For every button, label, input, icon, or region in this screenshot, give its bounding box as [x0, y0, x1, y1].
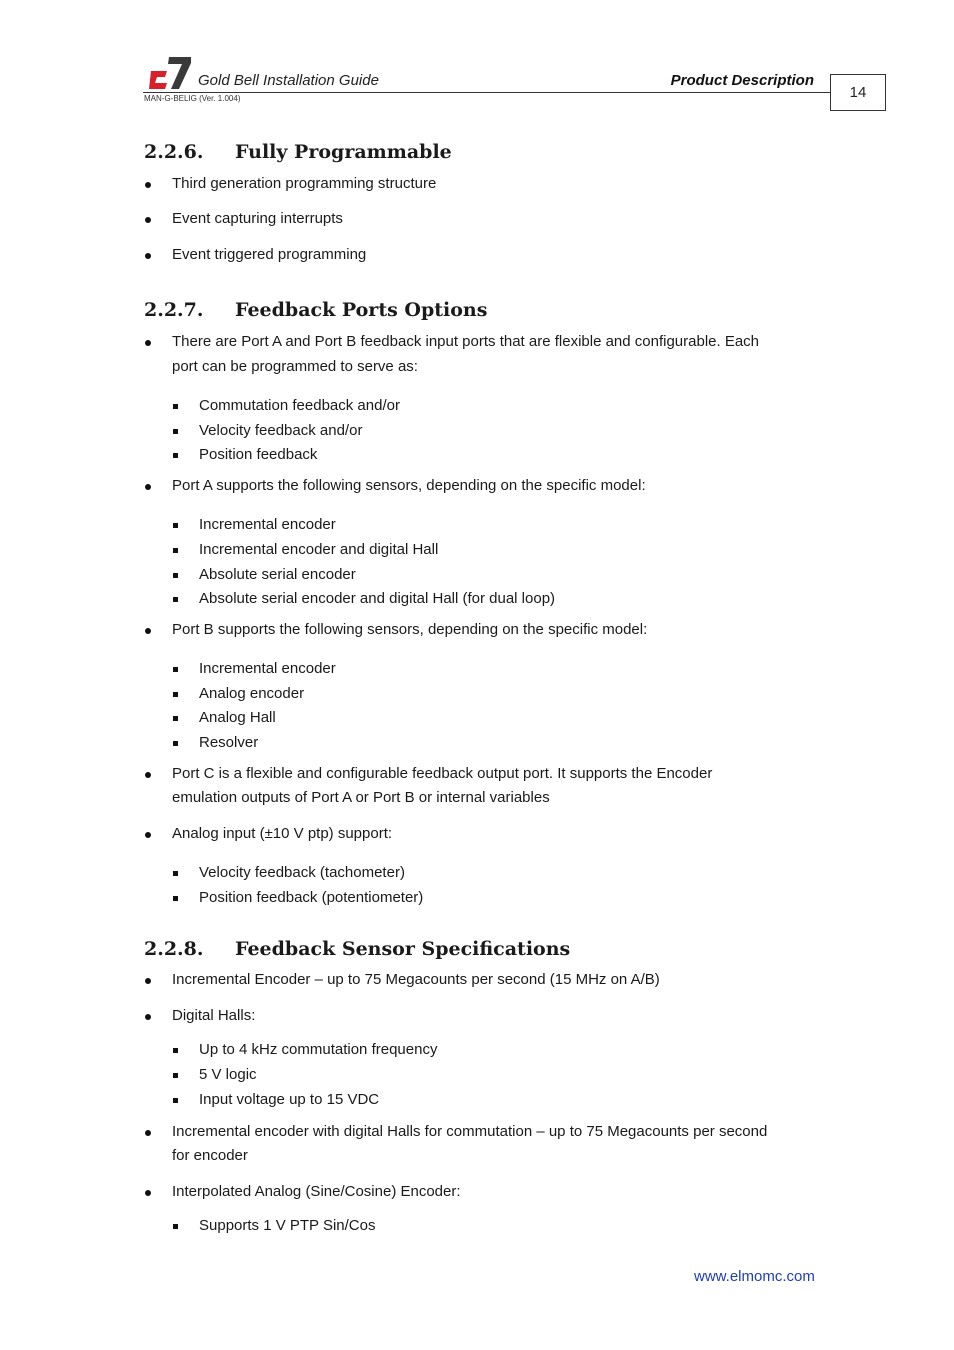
bullet-icon: [145, 182, 151, 188]
sub-list-item: Supports 1 V PTP Sin/Cos: [199, 1217, 376, 1234]
bullet-icon: [145, 628, 151, 634]
square-bullet-icon: [173, 896, 178, 901]
sub-list-item: Up to 4 kHz commutation frequency: [199, 1041, 438, 1058]
list-item: Port B supports the following sensors, depending on the specific model:: [172, 621, 648, 638]
section-title: Fully Programmable: [235, 141, 452, 163]
bullet-icon: [145, 1014, 151, 1020]
square-bullet-icon: [173, 523, 178, 528]
sub-list-item: Incremental encoder: [199, 660, 336, 677]
website-link[interactable]: www.elmomc.com: [694, 1268, 815, 1285]
square-bullet-icon: [173, 548, 178, 553]
list-item: Port C is a flexible and configurable feedback output port. It supports the Encoder: [172, 765, 713, 782]
sub-list-item: Velocity feedback (tachometer): [199, 864, 405, 881]
sub-list-item: Position feedback: [199, 446, 318, 463]
bullet-icon: [145, 832, 151, 838]
sub-list-item: Analog encoder: [199, 685, 305, 702]
bullet-icon: [145, 253, 151, 259]
sub-list-item: Absolute serial encoder and digital Hall (for dual loop): [199, 590, 556, 607]
header-divider: [143, 92, 831, 93]
square-bullet-icon: [173, 573, 178, 578]
list-item: Digital Halls:: [172, 1007, 256, 1024]
sub-list-item: Resolver: [199, 734, 259, 751]
square-bullet-icon: [173, 1224, 178, 1229]
list-item: Interpolated Analog (Sine/Cosine) Encoder:: [172, 1183, 461, 1200]
sub-list-item: Analog Hall: [199, 709, 276, 726]
page-number: 14: [830, 74, 886, 111]
square-bullet-icon: [173, 692, 178, 697]
list-item: Third generation programming structure: [172, 175, 437, 192]
sub-list-item: Incremental encoder: [199, 516, 336, 533]
list-item: Incremental Encoder – up to 75 Megacounts per second (15 MHz on A/B): [172, 971, 660, 988]
list-item: Event triggered programming: [172, 246, 367, 263]
bullet-icon: [145, 978, 151, 984]
header-section-title: Product Description: [670, 72, 814, 89]
square-bullet-icon: [173, 1048, 178, 1053]
list-item: Port A supports the following sensors, depending on the specific model:: [172, 477, 646, 494]
list-item-continuation: port can be programmed to serve as:: [172, 358, 418, 375]
sub-list-item: Velocity feedback and/or: [199, 422, 363, 439]
section-title: Feedback Sensor Specifications: [235, 938, 571, 960]
document-code: MAN-G-BELIG (Ver. 1.004): [144, 94, 241, 103]
square-bullet-icon: [173, 871, 178, 876]
square-bullet-icon: [173, 597, 178, 602]
bullet-icon: [145, 484, 151, 490]
sub-list-item: Input voltage up to 15 VDC: [199, 1091, 380, 1108]
bullet-icon: [145, 1190, 151, 1196]
square-bullet-icon: [173, 716, 178, 721]
sub-list-item: 5 V logic: [199, 1066, 257, 1083]
list-item: Incremental encoder with digital Halls for commutation – up to 75 Megacounts per second: [172, 1123, 768, 1140]
sub-list-item: Position feedback (potentiometer): [199, 889, 424, 906]
section-number: 2.2.7.: [144, 299, 204, 321]
sub-list-item: Incremental encoder and digital Hall: [199, 541, 439, 558]
list-item: Event capturing interrupts: [172, 210, 343, 227]
elmo-logo: [149, 57, 191, 89]
list-item-continuation: for encoder: [172, 1147, 248, 1164]
bullet-icon: [145, 772, 151, 778]
section-title: Feedback Ports Options: [235, 299, 488, 321]
list-item-continuation: emulation outputs of Port A or Port B or internal variables: [172, 789, 550, 806]
bullet-icon: [145, 217, 151, 223]
square-bullet-icon: [173, 667, 178, 672]
bullet-icon: [145, 1130, 151, 1136]
square-bullet-icon: [173, 429, 178, 434]
section-number: 2.2.6.: [144, 141, 204, 163]
sub-list-item: Absolute serial encoder: [199, 566, 356, 583]
document-title: Gold Bell Installation Guide: [198, 72, 379, 89]
square-bullet-icon: [173, 741, 178, 746]
square-bullet-icon: [173, 1073, 178, 1078]
square-bullet-icon: [173, 404, 178, 409]
section-number: 2.2.8.: [144, 938, 204, 960]
list-item: Analog input (±10 V ptp) support:: [172, 825, 393, 842]
bullet-icon: [145, 340, 151, 346]
square-bullet-icon: [173, 453, 178, 458]
sub-list-item: Commutation feedback and/or: [199, 397, 400, 414]
square-bullet-icon: [173, 1098, 178, 1103]
list-item: There are Port A and Port B feedback input ports that are flexible and configurable. Each: [172, 333, 760, 350]
